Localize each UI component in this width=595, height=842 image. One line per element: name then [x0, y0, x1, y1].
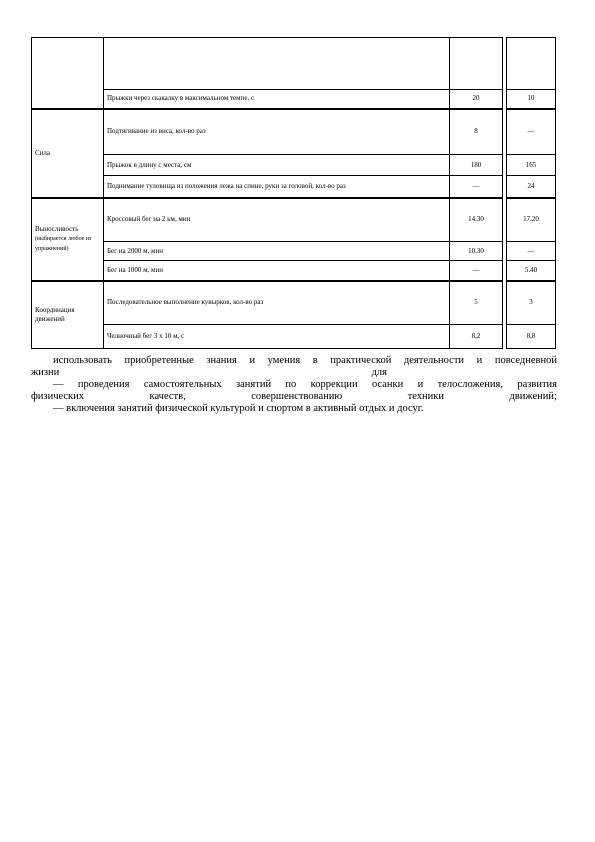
exercise-cell: Кроссовый бег на 2 км, мин [104, 198, 450, 242]
girls-value: 3 [507, 281, 556, 325]
girls-value: 165 [507, 155, 556, 176]
paragraph: — проведения самостоятельных занятий по коррекции осанки и телосложения, развития [53, 379, 557, 390]
exercise-cell: Последовательное выполнение кувырков, кол-во раз [104, 281, 450, 325]
table-row [32, 261, 556, 281]
table-row [32, 38, 556, 90]
girls-value: 5.40 [507, 261, 556, 281]
word: для [371, 367, 387, 378]
boys-value: 14.30 [450, 198, 503, 242]
boys-value: 8,2 [450, 325, 503, 349]
word: движений; [509, 391, 557, 402]
boys-value [450, 38, 503, 90]
exercise-cell: Прыжок в длину с места, см [104, 155, 450, 176]
paragraph: использовать приобретенные знания и умения в практической деятельности и повседневной [53, 355, 557, 366]
girls-value [507, 38, 556, 90]
girls-value: 10 [507, 90, 556, 109]
girls-value: 17.20 [507, 198, 556, 242]
paragraph-line [31, 367, 557, 379]
table-row [32, 281, 556, 325]
table-row [32, 242, 556, 261]
table-row [32, 176, 556, 198]
exercise-cell: Поднимание туловища из положения лежа на спине, руки за головой, кол-во раз [104, 176, 450, 198]
table-row [32, 90, 556, 109]
boys-value: — [450, 176, 503, 198]
girls-value: 8,8 [507, 325, 556, 349]
exercise-cell [104, 38, 450, 90]
quality-note: (выбирается любое из упражнений) [35, 235, 92, 252]
paragraph-line [31, 391, 557, 403]
word: совершенствованию [251, 391, 343, 402]
quality-cell: Сила [32, 109, 104, 198]
body-text [31, 355, 557, 415]
norms-table [31, 37, 556, 349]
boys-value: 8 [450, 109, 503, 155]
girls-value: — [507, 109, 556, 155]
quality-cell: Координация движений [32, 281, 104, 349]
exercise-cell: Подтягивание из виса, кол-во раз [104, 109, 450, 155]
exercise-cell: Прыжки через скакалку в максимальном темпе, с [104, 90, 450, 109]
table-row [32, 198, 556, 242]
word: качеств, [149, 391, 186, 402]
table-row [32, 325, 556, 349]
word: техники [407, 391, 445, 402]
exercise-cell: Бег на 1000 м, мин [104, 261, 450, 281]
exercise-cell: Бег на 2000 м, мин [104, 242, 450, 261]
word: физических [31, 391, 85, 402]
boys-value: 180 [450, 155, 503, 176]
table-row [32, 109, 556, 155]
girls-value: — [507, 242, 556, 261]
word: жизни [31, 367, 60, 378]
paragraph: — включения занятий физической культурой и спортом в активный отдых и досуг. [53, 403, 424, 414]
boys-value: 10.30 [450, 242, 503, 261]
boys-value: — [450, 261, 503, 281]
table-row [32, 155, 556, 176]
girls-value: 24 [507, 176, 556, 198]
quality-cell [32, 38, 104, 109]
exercise-cell: Челночный бег 3 х 10 м, с [104, 325, 450, 349]
boys-value: 5 [450, 281, 503, 325]
boys-value: 20 [450, 90, 503, 109]
quality-label: Выносливость [35, 224, 79, 233]
quality-cell [32, 198, 104, 281]
